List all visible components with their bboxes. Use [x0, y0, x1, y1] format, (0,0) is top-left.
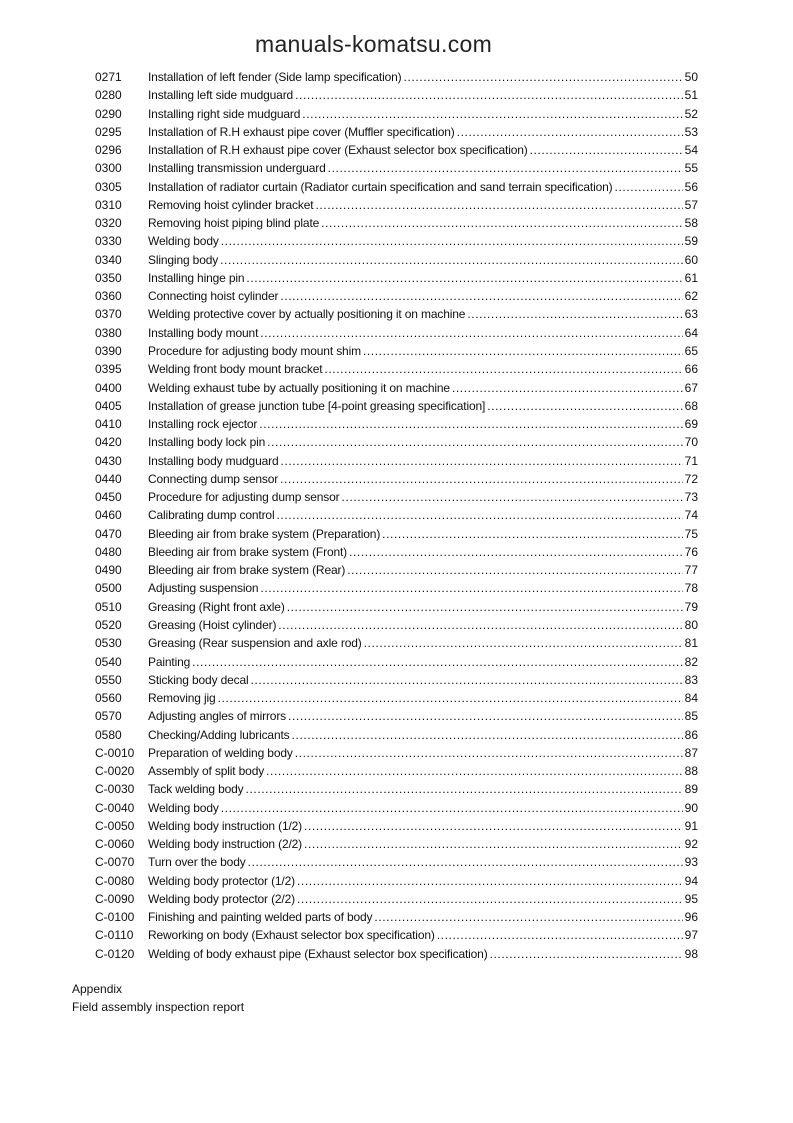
toc-title: Calibrating dump control	[148, 506, 276, 524]
toc-code: 0350	[95, 270, 122, 285]
toc-code: 0370	[95, 307, 122, 322]
toc-page: 63	[684, 307, 698, 322]
toc-entry[interactable]	[95, 269, 698, 287]
toc-page: 71	[684, 453, 698, 468]
toc-page: 76	[684, 544, 698, 559]
toc-code: C-0030	[95, 782, 135, 797]
toc-page: 72	[684, 471, 698, 486]
dot-leader	[280, 470, 683, 488]
dot-leader	[364, 634, 683, 652]
dot-leader	[248, 853, 683, 871]
toc-page: 69	[684, 417, 698, 432]
toc-code: C-0110	[95, 928, 134, 943]
toc-code: C-0060	[95, 837, 135, 852]
toc-entry[interactable]	[95, 232, 698, 250]
toc-page: 97	[684, 928, 698, 943]
dot-leader	[324, 360, 682, 378]
toc-code: 0500	[95, 581, 122, 596]
toc-page: 78	[684, 581, 698, 596]
toc-code: C-0020	[95, 764, 135, 779]
toc-page: 91	[684, 818, 698, 833]
toc-title: Installation of grease junction tube [4-point greasing specification]	[148, 397, 487, 415]
toc-entry[interactable]	[95, 324, 698, 342]
toc-page: 64	[684, 325, 698, 340]
toc-title: Installing rock ejector	[148, 415, 259, 433]
toc-title: Tack welding body	[148, 780, 246, 798]
toc-title: Bleeding air from brake system (Rear)	[148, 561, 347, 579]
toc-entry[interactable]	[95, 908, 698, 926]
toc-title: Adjusting suspension	[148, 579, 260, 597]
toc-page: 74	[684, 508, 698, 523]
dot-leader	[260, 579, 682, 597]
toc-title: Removing hoist piping blind plate	[148, 214, 321, 232]
dot-leader	[363, 342, 683, 360]
toc-entry[interactable]	[95, 634, 698, 652]
toc-page: 85	[684, 709, 698, 724]
toc-entry[interactable]	[95, 762, 698, 780]
dot-leader	[457, 123, 683, 141]
toc-entry[interactable]	[95, 86, 698, 104]
toc-code: 0530	[95, 636, 122, 651]
toc-title: Bleeding air from brake system (Preparation)	[148, 525, 382, 543]
toc-page: 92	[684, 837, 698, 852]
toc-title: Sticking body decal	[148, 671, 251, 689]
toc-code: 0410	[95, 417, 122, 432]
toc-code: 0450	[95, 490, 122, 505]
toc-page: 90	[684, 800, 698, 815]
toc-page: 87	[684, 745, 698, 760]
toc-code: 0470	[95, 526, 122, 541]
dot-leader	[287, 598, 683, 616]
toc-page: 70	[684, 435, 698, 450]
toc-entry[interactable]	[95, 488, 698, 506]
toc-title: Welding protective cover by actually positioning it on machine	[148, 305, 467, 323]
toc-code: 0296	[95, 143, 122, 158]
dot-leader	[281, 452, 683, 470]
toc-entry[interactable]	[95, 415, 698, 433]
toc-code: 0480	[95, 544, 122, 559]
dot-leader	[315, 196, 682, 214]
toc-entry[interactable]	[95, 744, 698, 762]
toc-entry[interactable]	[95, 653, 698, 671]
dot-leader	[382, 525, 682, 543]
toc-entry[interactable]	[95, 926, 698, 944]
toc-title: Adjusting angles of mirrors	[148, 707, 288, 725]
watermark: manuals-komatsu.com	[255, 31, 493, 57]
toc-entry[interactable]	[95, 616, 698, 634]
toc-page: 81	[684, 636, 698, 651]
toc-entry[interactable]	[95, 123, 698, 141]
toc-code: 0420	[95, 435, 122, 450]
dot-leader	[404, 68, 683, 86]
toc-page: 82	[684, 654, 698, 669]
toc-page: 50	[684, 70, 698, 84]
toc-code: 0560	[95, 691, 122, 706]
toc-code: 0510	[95, 599, 122, 614]
toc-title: Reworking on body (Exhaust selector box specification)	[148, 926, 437, 944]
toc-title: Welding body	[148, 232, 221, 250]
toc-title: Welding of body exhaust pipe (Exhaust selector box specification)	[148, 945, 490, 963]
toc-page: 89	[684, 782, 698, 797]
dot-leader	[304, 835, 683, 853]
toc-title: Connecting hoist cylinder	[148, 287, 280, 305]
toc-title: Installation of R.H exhaust pipe cover (Exhaust selector box specification)	[148, 141, 530, 159]
toc-page: 98	[684, 946, 698, 961]
toc-code: 0305	[95, 179, 122, 194]
toc-code: 0520	[95, 617, 122, 632]
toc-page: 66	[684, 362, 698, 377]
toc-code: 0490	[95, 563, 122, 578]
toc-title: Welding body instruction (1/2)	[148, 817, 304, 835]
toc-entry[interactable]	[95, 780, 698, 798]
dot-leader	[266, 762, 683, 780]
toc-entry[interactable]	[95, 251, 698, 269]
dot-leader	[374, 908, 682, 926]
toc-page: 65	[684, 343, 698, 358]
toc-code: 0295	[95, 124, 122, 139]
dot-leader	[295, 744, 683, 762]
toc-code: 0550	[95, 672, 122, 687]
toc-page: 84	[684, 691, 698, 706]
dot-leader	[302, 105, 682, 123]
toc-page: 58	[684, 216, 698, 231]
toc-page: 55	[684, 161, 698, 176]
dot-leader	[288, 707, 683, 725]
toc-code: C-0080	[95, 873, 135, 888]
toc-code: 0405	[95, 398, 122, 413]
dot-leader	[260, 324, 682, 342]
toc-page: 95	[684, 891, 698, 906]
toc-entry[interactable]	[95, 178, 698, 196]
dot-leader	[221, 799, 683, 817]
toc-title: Welding body instruction (2/2)	[148, 835, 304, 853]
toc-page: 80	[684, 617, 698, 632]
toc-code: 0395	[95, 362, 122, 377]
toc-entry[interactable]	[95, 196, 698, 214]
toc-entry[interactable]	[95, 452, 698, 470]
toc-code: 0430	[95, 453, 122, 468]
toc-title: Greasing (Right front axle)	[148, 598, 287, 616]
dot-leader	[342, 488, 683, 506]
toc-entry[interactable]	[95, 872, 698, 890]
dot-leader	[259, 415, 682, 433]
dot-leader	[452, 379, 683, 397]
toc-entry[interactable]	[95, 890, 698, 908]
dot-leader	[328, 159, 683, 177]
toc-page: 61	[684, 270, 698, 285]
toc-entry[interactable]	[95, 342, 698, 360]
toc-page: 56	[684, 179, 698, 194]
toc-entry[interactable]	[95, 433, 698, 451]
toc-title: Installing body lock pin	[148, 433, 267, 451]
toc-title: Assembly of split body	[148, 762, 266, 780]
toc-entry[interactable]	[95, 305, 698, 323]
toc-code: C-0040	[95, 800, 135, 815]
toc-entry[interactable]	[95, 360, 698, 378]
toc-page: 59	[684, 234, 698, 249]
dot-leader	[487, 397, 682, 415]
toc-page: 86	[684, 727, 698, 742]
toc-entry[interactable]	[95, 853, 698, 871]
toc-page: 57	[684, 197, 698, 212]
dot-leader	[267, 433, 683, 451]
toc-page: 62	[684, 289, 698, 304]
dot-leader	[467, 305, 682, 323]
toc-title: Installation of radiator curtain (Radiator curtain specification and sand terrain specification)	[148, 178, 615, 196]
toc-title: Installing body mudguard	[148, 452, 281, 470]
dot-leader	[246, 780, 683, 798]
toc-entry[interactable]	[95, 671, 698, 689]
toc-title: Procedure for adjusting body mount shim	[148, 342, 363, 360]
toc-entry[interactable]	[95, 105, 698, 123]
dot-leader	[251, 671, 683, 689]
dot-leader	[297, 890, 683, 908]
toc-title: Preparation of welding body	[148, 744, 295, 762]
toc-entry[interactable]	[95, 726, 698, 744]
dot-leader	[304, 817, 683, 835]
toc-title: Turn over the body	[148, 853, 248, 871]
toc-entry[interactable]	[95, 598, 698, 616]
toc-title: Installing transmission underguard	[148, 159, 328, 177]
dot-leader	[292, 726, 683, 744]
toc-title: Installing right side mudguard	[148, 105, 302, 123]
toc-entry[interactable]	[95, 835, 698, 853]
toc-page: 54	[684, 143, 698, 158]
dot-leader	[280, 287, 682, 305]
toc-code: C-0090	[95, 891, 135, 906]
dot-leader	[276, 506, 682, 524]
toc-entry[interactable]	[95, 945, 698, 963]
toc-entry[interactable]	[95, 579, 698, 597]
dot-leader	[490, 945, 683, 963]
toc-code: 0360	[95, 289, 122, 304]
toc-code: 0540	[95, 654, 122, 669]
dot-leader	[295, 86, 683, 104]
dot-leader	[530, 141, 683, 159]
toc-page: 94	[684, 873, 698, 888]
toc-code: C-0120	[95, 946, 135, 961]
table-of-contents	[95, 68, 698, 963]
toc-title: Welding body protector (1/2)	[148, 872, 297, 890]
toc-title: Installation of left fender (Side lamp specification)	[148, 68, 404, 86]
toc-title: Installing body mount	[148, 324, 260, 342]
toc-title: Welding body protector (2/2)	[148, 890, 297, 908]
dot-leader	[218, 689, 683, 707]
toc-code: 0300	[95, 161, 122, 176]
toc-entry[interactable]	[95, 525, 698, 543]
toc-page: 77	[684, 563, 698, 578]
toc-title: Removing hoist cylinder bracket	[148, 196, 315, 214]
toc-code: 0330	[95, 234, 122, 249]
toc-entry[interactable]	[95, 470, 698, 488]
toc-page: 73	[684, 490, 698, 505]
toc-title: Greasing (Hoist cylinder)	[148, 616, 278, 634]
toc-title: Procedure for adjusting dump sensor	[148, 488, 342, 506]
toc-title: Greasing (Rear suspension and axle rod)	[148, 634, 364, 652]
toc-code: 0271	[95, 70, 122, 84]
toc-page: 67	[684, 380, 698, 395]
toc-page: 83	[684, 672, 698, 687]
toc-entry[interactable]	[95, 506, 698, 524]
toc-page: 68	[684, 398, 698, 413]
dot-leader	[321, 214, 682, 232]
dot-leader	[221, 232, 683, 250]
toc-title: Removing jig	[148, 689, 218, 707]
toc-entry[interactable]	[95, 397, 698, 415]
toc-title: Checking/Adding lubricants	[148, 726, 292, 744]
toc-title: Bleeding air from brake system (Front)	[148, 543, 349, 561]
toc-page: 53	[684, 124, 698, 139]
toc-code: 0390	[95, 343, 122, 358]
toc-code: 0580	[95, 727, 122, 742]
toc-entry[interactable]	[95, 561, 698, 579]
dot-leader	[437, 926, 683, 944]
toc-page: 93	[684, 855, 698, 870]
toc-title: Finishing and painting welded parts of body	[148, 908, 374, 926]
toc-page: 75	[684, 526, 698, 541]
toc-code: C-0070	[95, 855, 135, 870]
toc-title: Installing hinge pin	[148, 269, 246, 287]
toc-title: Welding exhaust tube by actually positioning it on machine	[148, 379, 452, 397]
toc-code: 0340	[95, 252, 122, 267]
dot-leader	[278, 616, 682, 634]
toc-code: 0570	[95, 709, 122, 724]
toc-title: Connecting dump sensor	[148, 470, 280, 488]
toc-code: 0280	[95, 88, 122, 103]
dot-leader	[615, 178, 683, 196]
dot-leader	[347, 561, 682, 579]
toc-code: 0320	[95, 216, 122, 231]
toc-code: 0400	[95, 380, 122, 395]
toc-title: Slinging body	[148, 251, 220, 269]
toc-entry[interactable]	[95, 287, 698, 305]
toc-code: C-0010	[95, 745, 135, 760]
dot-leader	[192, 653, 682, 671]
toc-code: 0310	[95, 197, 122, 212]
toc-code: 0290	[95, 106, 122, 121]
toc-entry[interactable]	[95, 68, 698, 86]
toc-title: Painting	[148, 653, 192, 671]
appendix-item: Field assembly inspection report	[72, 1000, 245, 1014]
toc-entry[interactable]	[95, 141, 698, 159]
toc-code: C-0100	[95, 910, 135, 925]
dot-leader	[349, 543, 683, 561]
toc-page: 51	[684, 88, 698, 103]
toc-page: 60	[684, 252, 698, 267]
toc-title: Installation of R.H exhaust pipe cover (Muffler specification)	[148, 123, 457, 141]
toc-entry[interactable]	[95, 379, 698, 397]
toc-code: 0460	[95, 508, 122, 523]
toc-page: 52	[684, 106, 698, 121]
dot-leader	[246, 269, 682, 287]
dot-leader	[297, 872, 683, 890]
toc-title: Welding body	[148, 799, 221, 817]
toc-page: 96	[684, 910, 698, 925]
toc-page: 88	[684, 764, 698, 779]
toc-entry[interactable]	[95, 543, 698, 561]
toc-title: Welding front body mount bracket	[148, 360, 324, 378]
appendix-heading: Appendix	[72, 982, 123, 996]
toc-title: Installing left side mudguard	[148, 86, 295, 104]
toc-entry[interactable]	[95, 707, 698, 725]
toc-entry[interactable]	[95, 799, 698, 817]
toc-entry[interactable]	[95, 159, 698, 177]
toc-entry[interactable]	[95, 689, 698, 707]
toc-entry[interactable]	[95, 214, 698, 232]
toc-code: C-0050	[95, 818, 135, 833]
toc-page: 79	[684, 599, 698, 614]
dot-leader	[220, 251, 683, 269]
toc-entry[interactable]	[95, 817, 698, 835]
toc-code: 0440	[95, 471, 122, 486]
toc-code: 0380	[95, 325, 122, 340]
